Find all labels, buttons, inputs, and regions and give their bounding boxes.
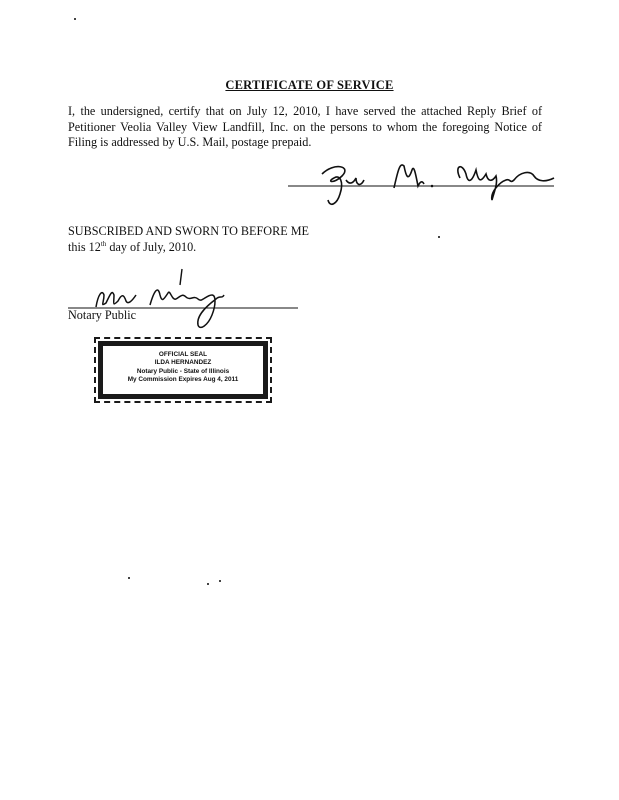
- notary-public-label: Notary Public: [68, 308, 137, 322]
- document-title: CERTIFICATE OF SERVICE: [225, 78, 394, 92]
- sworn-line-2: [68, 240, 309, 256]
- seal-line-3: Notary Public - State of Illinois: [136, 367, 230, 375]
- scan-speck: [74, 18, 76, 20]
- sworn-statement: [68, 224, 309, 255]
- scan-speck: [128, 577, 130, 579]
- scan-speck: [207, 583, 209, 585]
- seal-line-4: My Commission Expires Aug 4, 2011: [127, 376, 239, 384]
- sworn-line-2-rest: day of July, 2010.: [106, 239, 197, 254]
- certification-paragraph: I, the undersigned, certify that on July 12, 2010, I have served the attached Reply Brief of Petitioner Veolia Valley View Landfill, Inc. on the persons to whom the foregoing Notice of Filing is addressed by U.S. Mail, postage prepaid.: [68, 104, 542, 149]
- sworn-line-2-prefix: this 12: [68, 239, 101, 254]
- notary-signature: [66, 265, 306, 337]
- sworn-line-1: SUBSCRIBED AND SWORN TO BEFORE ME: [68, 224, 309, 238]
- official-seal-stamp: [98, 341, 268, 399]
- seal-line-1: OFFICIAL SEAL: [158, 351, 208, 358]
- certifier-signature: [282, 152, 562, 214]
- scan-speck: [219, 580, 221, 582]
- seal-line-2: ILDA HERNANDEZ: [154, 359, 212, 367]
- scan-speck: [438, 236, 440, 238]
- sworn-ordinal-suffix: th: [100, 239, 107, 248]
